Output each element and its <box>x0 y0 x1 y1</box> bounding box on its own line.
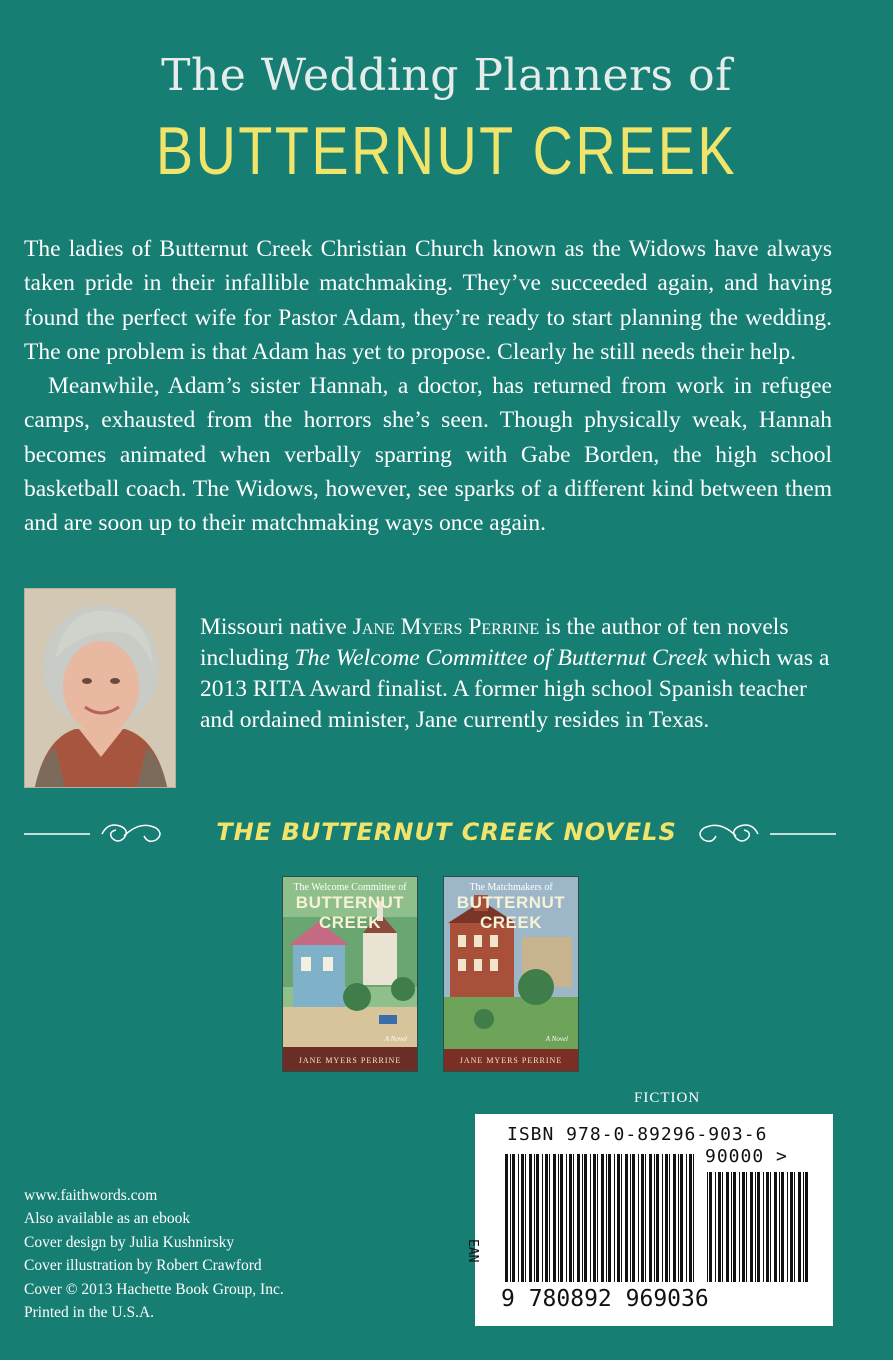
author-portrait-image <box>25 589 175 787</box>
credit-copyright: Cover © 2013 Hachette Book Group, Inc. <box>24 1280 284 1298</box>
barcode-bar <box>645 1154 646 1282</box>
barcode-bar <box>601 1154 604 1282</box>
barcode-bar <box>536 1154 539 1282</box>
barcode-bar <box>553 1154 556 1282</box>
barcode-bar <box>569 1154 572 1282</box>
barcode-bar <box>733 1172 736 1282</box>
author-photo <box>24 588 176 788</box>
barcode-bar <box>590 1154 591 1282</box>
barcode-bar <box>617 1154 620 1282</box>
credit-website: www.faithwords.com <box>24 1187 158 1204</box>
barcode-bar <box>742 1172 745 1282</box>
barcode-bar <box>779 1172 780 1282</box>
barcode-bar <box>518 1154 519 1282</box>
barcode-bar <box>560 1154 563 1282</box>
ean-label: EAN <box>465 1239 480 1263</box>
barcode-bar <box>731 1172 732 1282</box>
barcode-bar <box>715 1172 716 1282</box>
barcode-bar <box>726 1172 729 1282</box>
barcode-bar <box>641 1154 644 1282</box>
barcode-bar <box>707 1172 708 1282</box>
barcode-bar <box>521 1154 524 1282</box>
barcode-bar <box>625 1154 628 1282</box>
barcode-bar <box>621 1154 622 1282</box>
barcode-bar <box>525 1154 526 1282</box>
credit-printed: Printed in the U.S.A. <box>24 1304 155 1322</box>
barcode-bar <box>512 1154 515 1282</box>
barcode-bar <box>774 1172 777 1282</box>
book-2-author: JANE MYERS PERRINE <box>459 1056 563 1065</box>
barcode-bar <box>803 1172 804 1282</box>
author-bio-mid: is the author of ten novels including <box>200 614 789 671</box>
barcode-bar <box>505 1154 508 1282</box>
author-bio-suffix: which was a 2013 RITA Award finalist. A former high school Spanish teacher and ordained minister, Jane currently resides in Texas. <box>200 645 830 733</box>
barcode-bar <box>746 1172 747 1282</box>
barcode-bar <box>582 1154 583 1282</box>
barcode-bar <box>781 1172 784 1282</box>
credits <box>24 1184 444 1324</box>
book-1-title-main: BUTTERNUT CREEK <box>295 893 405 932</box>
barcode-bar <box>630 1154 631 1282</box>
author-book-title: The Welcome Committee of Butternut Creek <box>294 645 708 671</box>
barcode-bar <box>757 1172 760 1282</box>
barcode-bar <box>722 1172 723 1282</box>
barcode-bar <box>686 1154 687 1282</box>
price-code-arrow: > <box>776 1146 788 1167</box>
barcode-bar <box>534 1154 535 1282</box>
series-heading: THE BUTTERNUT CREEK NOVELS <box>216 818 677 846</box>
barcode-bar <box>662 1154 663 1282</box>
credit-cover-illustration: Cover illustration by Robert Crawford <box>24 1257 262 1275</box>
barcode-bar <box>718 1172 721 1282</box>
book-cover-welcome-committee <box>282 876 418 1072</box>
book-2-novel-label: A Novel <box>545 1035 568 1043</box>
barcode-bar <box>529 1154 532 1282</box>
author-bio-prefix: Missouri native <box>200 614 353 640</box>
barcode-bar <box>689 1154 692 1282</box>
barcode-bar <box>693 1154 694 1282</box>
book-2-title-top: The Matchmakers of <box>469 882 553 893</box>
barcode-bar <box>805 1172 808 1282</box>
barcode-bar <box>763 1172 764 1282</box>
barcode-bar <box>770 1172 771 1282</box>
barcode-bar <box>656 1154 659 1282</box>
price-code <box>705 1146 788 1167</box>
blurb-paragraph-1: The ladies of Butternut Creek Christian Church known as the Widows have always taken pride in their infallible matchmaking. They’ve succeeded again, and having found the perfect wife for Pastor Adam, they’re ready to start planning the wedding. The one problem is that Adam has yet to propose. Clearly he still needs their help. <box>24 236 832 365</box>
barcode-bar <box>709 1172 712 1282</box>
barcode-bar <box>510 1154 511 1282</box>
barcode-bar <box>577 1154 580 1282</box>
barcode-bar <box>649 1154 652 1282</box>
book-2-title-main: BUTTERNUT CREEK <box>456 893 566 932</box>
barcode-bar <box>614 1154 615 1282</box>
book-cover-matchmakers <box>443 876 579 1072</box>
barcode-bar <box>755 1172 756 1282</box>
barcode-bar <box>798 1172 801 1282</box>
barcode-bar <box>673 1154 676 1282</box>
barcode-box <box>465 1114 833 1326</box>
barcode-bar <box>558 1154 559 1282</box>
barcode-bar <box>790 1172 793 1282</box>
price-code-digits: 90000 <box>705 1146 765 1167</box>
barcode-bar <box>549 1154 550 1282</box>
book-1-novel-label: A Novel <box>384 1035 407 1043</box>
barcode-bar <box>678 1154 679 1282</box>
barcode-bar <box>545 1154 548 1282</box>
barcode-bar <box>542 1154 543 1282</box>
author-bio <box>200 612 832 736</box>
barcode-bar <box>794 1172 795 1282</box>
barcode-bar <box>680 1154 683 1282</box>
ean-digits: 9 780892 969036 <box>501 1286 709 1312</box>
isbn-text: ISBN 978-0-89296-903-6 <box>507 1124 768 1145</box>
barcode-bar <box>669 1154 670 1282</box>
barcode-bar <box>665 1154 668 1282</box>
barcode-bar <box>739 1172 740 1282</box>
genre-label: FICTION <box>634 1090 701 1106</box>
barcode-bar <box>608 1154 611 1282</box>
book-1-title-top: The Welcome Committee of <box>293 882 407 893</box>
barcode-bar <box>573 1154 574 1282</box>
barcode-bar <box>638 1154 639 1282</box>
barcode-bar <box>593 1154 596 1282</box>
credit-cover-design: Cover design by Julia Kushnirsky <box>24 1233 235 1251</box>
title-line-1: The Wedding Planners of <box>161 50 732 101</box>
barcode-bar <box>566 1154 567 1282</box>
barcode-bar <box>606 1154 607 1282</box>
barcode-bar <box>750 1172 753 1282</box>
credit-ebook: Also available as an ebook <box>24 1210 191 1228</box>
barcode-bar <box>632 1154 635 1282</box>
barcode-bar <box>584 1154 587 1282</box>
blurb-paragraph-2: Meanwhile, Adam’s sister Hannah, a doctor, has returned from work in refugee camps, exhausted from the horrors she’s seen. Though physically weak, Hannah becomes animated when verbally sparring with Gabe Borden, the high school basketball coach. The Widows, however, see sparks of a different kind between them and are soon up to their matchmaking ways once again. <box>24 373 832 537</box>
barcode-bar <box>787 1172 788 1282</box>
barcode-bar <box>597 1154 598 1282</box>
barcode-bar <box>766 1172 769 1282</box>
barcode-bar <box>654 1154 655 1282</box>
title-line-2: BUTTERNUT CREEK <box>155 113 738 189</box>
blurb <box>24 232 832 541</box>
book-1-author: JANE MYERS PERRINE <box>298 1056 402 1065</box>
author-name: Jane Myers Perrine <box>352 614 540 640</box>
